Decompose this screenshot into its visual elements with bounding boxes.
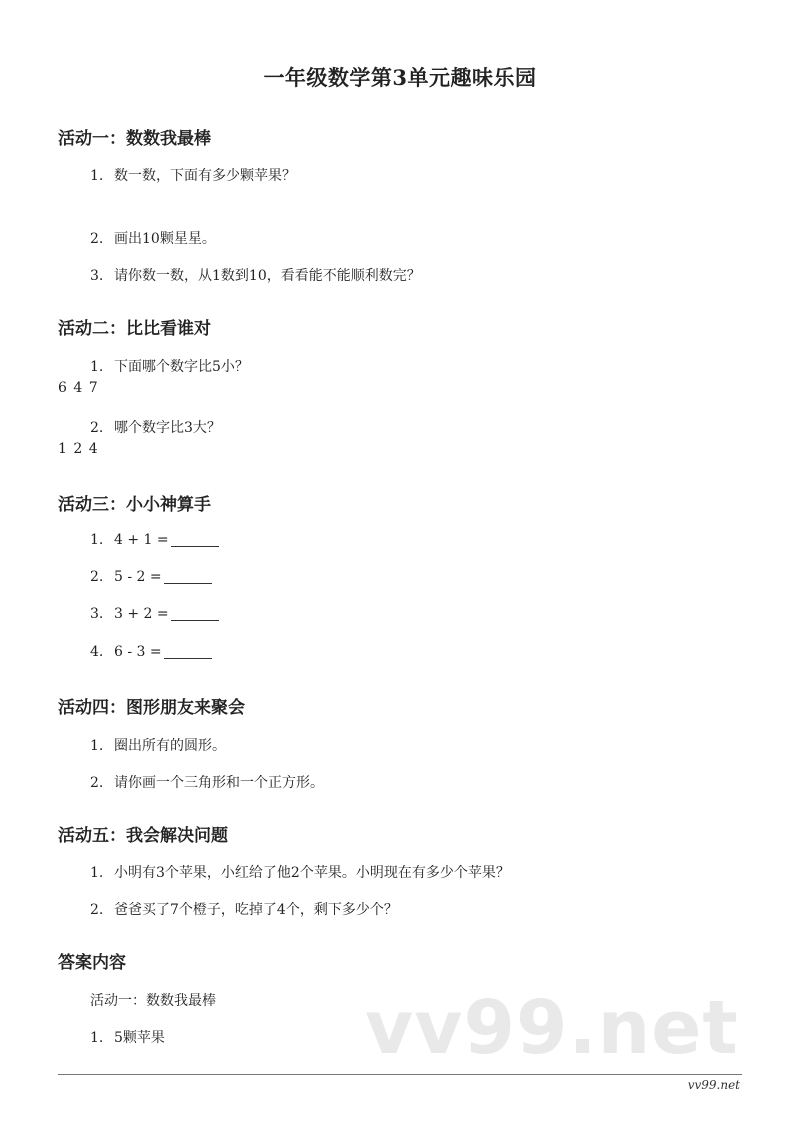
answer-subheading: 活动一：数数我最棒 — [90, 993, 216, 1009]
watermark: vv99.net — [365, 985, 739, 1071]
list-item: 2. 爸爸买了7个橙子，吃掉了4个，剩下多少个？ — [90, 902, 398, 918]
answer-options: 6 4 7 — [58, 380, 99, 396]
list-item: 1. 数一数，下面有多少颗苹果？ — [90, 168, 296, 184]
section-heading-activity3: 活动三：小小神算手 — [58, 495, 211, 515]
section-heading-activity5: 活动五：我会解决问题 — [58, 826, 228, 846]
footer-divider — [58, 1074, 742, 1075]
list-item: 2. 画出10颗星星。 — [90, 231, 216, 247]
list-item: 4. 6 - 3 = — [90, 644, 212, 660]
section-heading-activity4: 活动四：图形朋友来聚会 — [58, 698, 245, 718]
page-title: 一年级数学第3单元趣味乐园 — [263, 65, 537, 90]
answer-blank[interactable] — [164, 646, 212, 659]
list-item: 1. 圈出所有的圆形。 — [90, 738, 226, 754]
section-heading-activity2: 活动二：比比看谁对 — [58, 319, 211, 339]
list-item: 1. 5颗苹果 — [90, 1030, 165, 1046]
answer-options: 1 2 4 — [58, 441, 99, 457]
list-item: 2. 请你画一个三角形和一个正方形。 — [90, 775, 324, 791]
list-item: 3. 3 + 2 = — [90, 606, 219, 622]
list-item: 3. 请你数一数，从1数到10，看看能不能顺利数完？ — [90, 268, 421, 284]
answer-blank[interactable] — [171, 608, 219, 621]
footer-site: vv99.net — [687, 1078, 740, 1092]
section-heading-activity1: 活动一：数数我最棒 — [58, 129, 211, 149]
list-item: 2. 哪个数字比3大？ — [90, 420, 221, 436]
list-item: 2. 5 - 2 = — [90, 569, 212, 585]
list-item: 1. 下面哪个数字比5小？ — [90, 359, 249, 375]
list-item: 1. 4 + 1 = — [90, 532, 219, 548]
section-heading-answers: 答案内容 — [58, 953, 126, 973]
list-item: 1. 小明有3个苹果，小红给了他2个苹果。小明现在有多少个苹果？ — [90, 865, 510, 881]
answer-blank[interactable] — [164, 571, 212, 584]
answer-blank[interactable] — [171, 534, 219, 547]
